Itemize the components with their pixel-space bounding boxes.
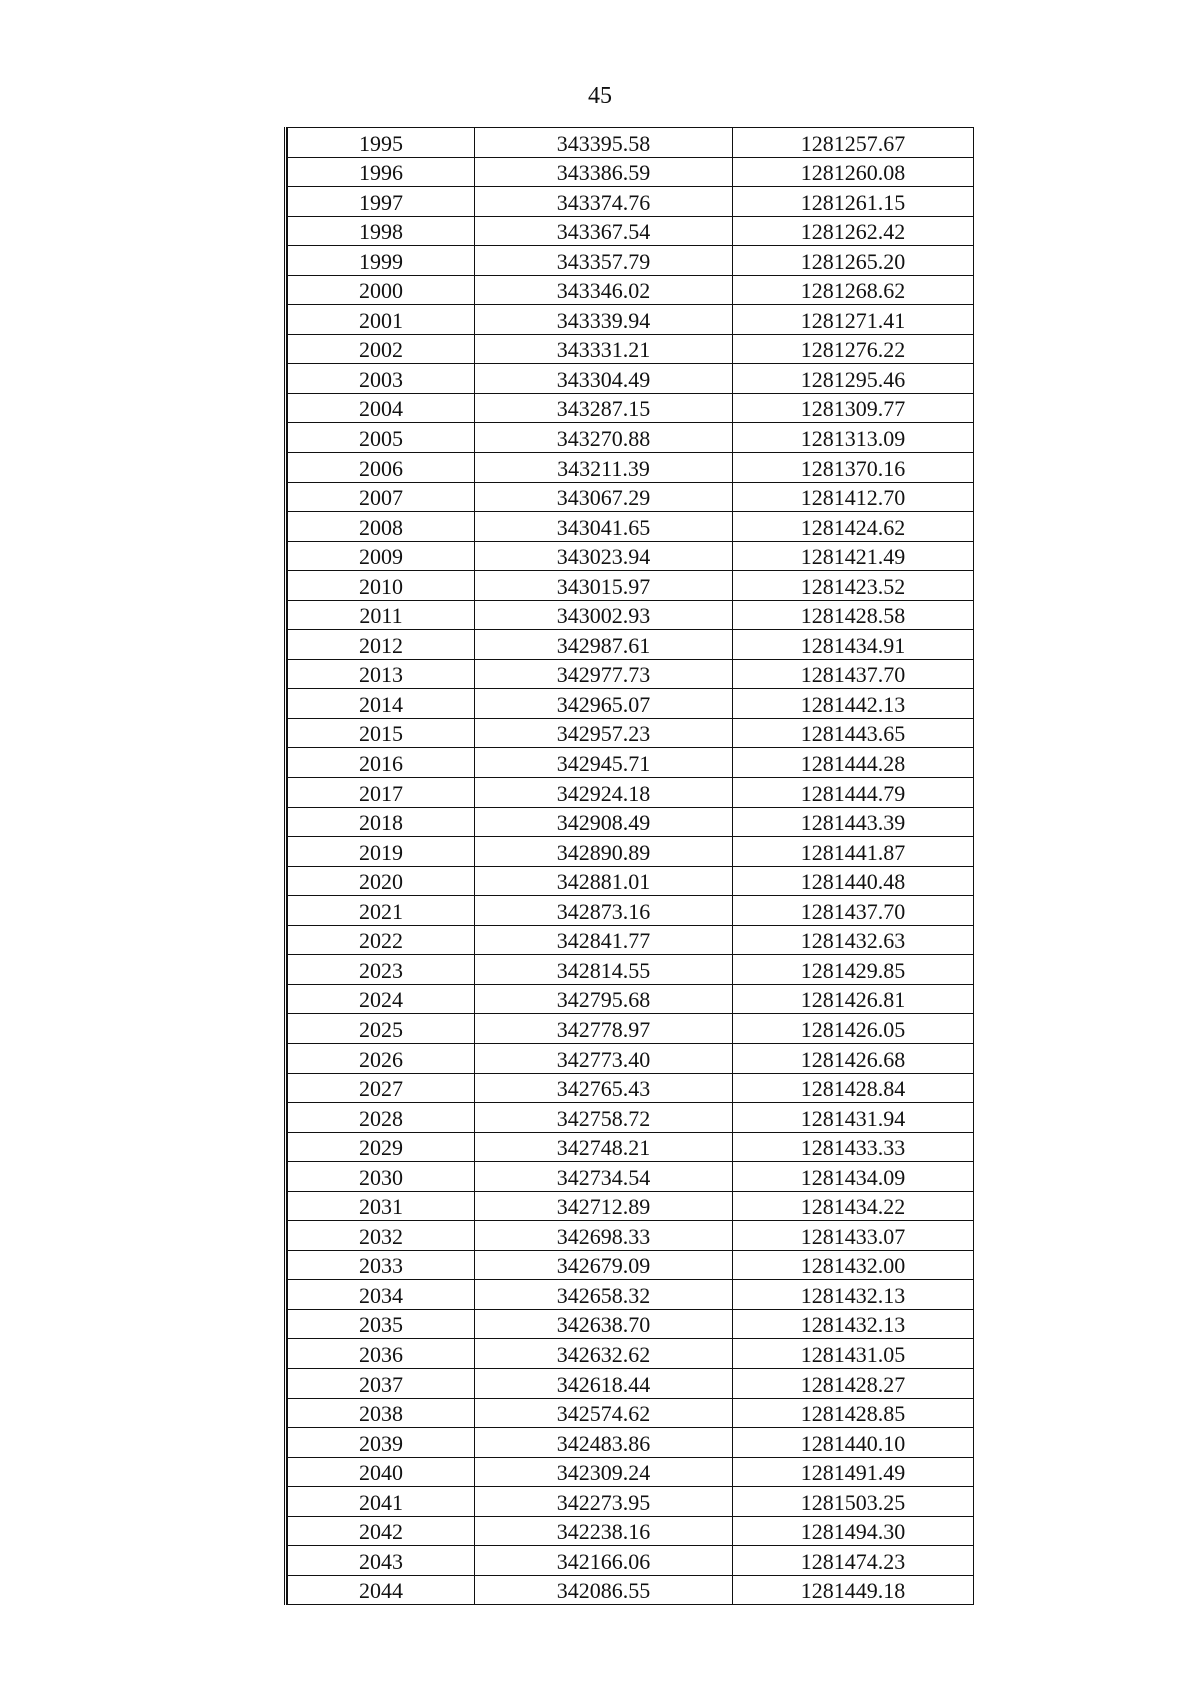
y-coordinate-cell: 1281440.10 <box>733 1428 974 1458</box>
year-cell: 2013 <box>288 659 475 689</box>
table-row <box>288 1191 974 1221</box>
year-cell: 2040 <box>288 1457 475 1487</box>
y-coordinate-cell: 1281442.13 <box>733 689 974 719</box>
y-coordinate-cell: 1281491.49 <box>733 1457 974 1487</box>
y-coordinate-cell: 1281260.08 <box>733 157 974 187</box>
year-cell: 2014 <box>288 689 475 719</box>
year-cell: 2021 <box>288 896 475 926</box>
y-coordinate-cell: 1281431.94 <box>733 1103 974 1133</box>
y-coordinate-cell: 1281276.22 <box>733 334 974 364</box>
year-cell: 2003 <box>288 364 475 394</box>
table-row <box>288 275 974 305</box>
table-row <box>288 1014 974 1044</box>
year-cell: 2002 <box>288 334 475 364</box>
x-coordinate-cell: 342881.01 <box>475 866 733 896</box>
y-coordinate-cell: 1281432.63 <box>733 925 974 955</box>
x-coordinate-cell: 342309.24 <box>475 1457 733 1487</box>
year-cell: 2034 <box>288 1280 475 1310</box>
coordinate-table <box>287 127 974 1605</box>
year-cell: 2031 <box>288 1191 475 1221</box>
x-coordinate-cell: 342924.18 <box>475 778 733 808</box>
table-row <box>288 216 974 246</box>
year-cell: 2010 <box>288 571 475 601</box>
year-cell: 2012 <box>288 630 475 660</box>
y-coordinate-cell: 1281428.58 <box>733 600 974 630</box>
year-cell: 2022 <box>288 925 475 955</box>
table-row <box>288 837 974 867</box>
x-coordinate-cell: 343346.02 <box>475 275 733 305</box>
year-cell: 2039 <box>288 1428 475 1458</box>
table-row <box>288 1487 974 1517</box>
year-cell: 2011 <box>288 600 475 630</box>
year-cell: 2025 <box>288 1014 475 1044</box>
year-cell: 2042 <box>288 1516 475 1546</box>
table-row <box>288 600 974 630</box>
year-cell: 2005 <box>288 423 475 453</box>
x-coordinate-cell: 343023.94 <box>475 541 733 571</box>
year-cell: 1995 <box>288 128 475 158</box>
table-row <box>288 393 974 423</box>
x-coordinate-cell: 342987.61 <box>475 630 733 660</box>
table-row <box>288 1339 974 1369</box>
x-coordinate-cell: 342965.07 <box>475 689 733 719</box>
y-coordinate-cell: 1281443.65 <box>733 718 974 748</box>
x-coordinate-cell: 343386.59 <box>475 157 733 187</box>
x-coordinate-cell: 342618.44 <box>475 1368 733 1398</box>
y-coordinate-cell: 1281426.05 <box>733 1014 974 1044</box>
table-row <box>288 866 974 896</box>
y-coordinate-cell: 1281434.22 <box>733 1191 974 1221</box>
y-coordinate-cell: 1281437.70 <box>733 659 974 689</box>
x-coordinate-cell: 342977.73 <box>475 659 733 689</box>
x-coordinate-cell: 342890.89 <box>475 837 733 867</box>
x-coordinate-cell: 342758.72 <box>475 1103 733 1133</box>
x-coordinate-cell: 342795.68 <box>475 984 733 1014</box>
x-coordinate-cell: 342734.54 <box>475 1162 733 1192</box>
coordinate-table-body <box>288 128 974 1605</box>
table-row <box>288 453 974 483</box>
x-coordinate-cell: 342238.16 <box>475 1516 733 1546</box>
table-row <box>288 1250 974 1280</box>
table-row <box>288 1280 974 1310</box>
x-coordinate-cell: 343067.29 <box>475 482 733 512</box>
year-cell: 2037 <box>288 1368 475 1398</box>
x-coordinate-cell: 342773.40 <box>475 1043 733 1073</box>
y-coordinate-cell: 1281444.28 <box>733 748 974 778</box>
y-coordinate-cell: 1281494.30 <box>733 1516 974 1546</box>
year-cell: 1996 <box>288 157 475 187</box>
year-cell: 2041 <box>288 1487 475 1517</box>
year-cell: 2024 <box>288 984 475 1014</box>
y-coordinate-cell: 1281421.49 <box>733 541 974 571</box>
year-cell: 2026 <box>288 1043 475 1073</box>
table-row <box>288 512 974 542</box>
table-row <box>288 1546 974 1576</box>
year-cell: 2027 <box>288 1073 475 1103</box>
table-row <box>288 1162 974 1192</box>
x-coordinate-cell: 342273.95 <box>475 1487 733 1517</box>
x-coordinate-cell: 343304.49 <box>475 364 733 394</box>
year-cell: 2035 <box>288 1309 475 1339</box>
x-coordinate-cell: 343270.88 <box>475 423 733 453</box>
y-coordinate-cell: 1281444.79 <box>733 778 974 808</box>
x-coordinate-cell: 343374.76 <box>475 187 733 217</box>
x-coordinate-cell: 342574.62 <box>475 1398 733 1428</box>
x-coordinate-cell: 342712.89 <box>475 1191 733 1221</box>
y-coordinate-cell: 1281428.84 <box>733 1073 974 1103</box>
x-coordinate-cell: 342638.70 <box>475 1309 733 1339</box>
table-row <box>288 689 974 719</box>
year-cell: 2044 <box>288 1575 475 1605</box>
y-coordinate-cell: 1281443.39 <box>733 807 974 837</box>
x-coordinate-cell: 343357.79 <box>475 246 733 276</box>
x-coordinate-cell: 342957.23 <box>475 718 733 748</box>
table-row <box>288 246 974 276</box>
x-coordinate-cell: 342166.06 <box>475 1546 733 1576</box>
year-cell: 2007 <box>288 482 475 512</box>
table-row <box>288 482 974 512</box>
y-coordinate-cell: 1281441.87 <box>733 837 974 867</box>
x-coordinate-cell: 343331.21 <box>475 334 733 364</box>
year-cell: 2009 <box>288 541 475 571</box>
table-row <box>288 1043 974 1073</box>
x-coordinate-cell: 342086.55 <box>475 1575 733 1605</box>
table-row <box>288 925 974 955</box>
year-cell: 2036 <box>288 1339 475 1369</box>
y-coordinate-cell: 1281271.41 <box>733 305 974 335</box>
y-coordinate-cell: 1281434.91 <box>733 630 974 660</box>
table-row <box>288 748 974 778</box>
table-row <box>288 807 974 837</box>
y-coordinate-cell: 1281432.13 <box>733 1280 974 1310</box>
y-coordinate-cell: 1281433.33 <box>733 1132 974 1162</box>
table-row <box>288 305 974 335</box>
y-coordinate-cell: 1281426.81 <box>733 984 974 1014</box>
table-row <box>288 364 974 394</box>
y-coordinate-cell: 1281449.18 <box>733 1575 974 1605</box>
year-cell: 1999 <box>288 246 475 276</box>
y-coordinate-cell: 1281309.77 <box>733 393 974 423</box>
table-row <box>288 423 974 453</box>
y-coordinate-cell: 1281268.62 <box>733 275 974 305</box>
table-row <box>288 955 974 985</box>
year-cell: 2000 <box>288 275 475 305</box>
table-row <box>288 541 974 571</box>
y-coordinate-cell: 1281437.70 <box>733 896 974 926</box>
year-cell: 2015 <box>288 718 475 748</box>
x-coordinate-cell: 342748.21 <box>475 1132 733 1162</box>
table-row <box>288 1368 974 1398</box>
table-row <box>288 1073 974 1103</box>
table-row <box>288 187 974 217</box>
y-coordinate-cell: 1281474.23 <box>733 1546 974 1576</box>
x-coordinate-cell: 342778.97 <box>475 1014 733 1044</box>
y-coordinate-cell: 1281412.70 <box>733 482 974 512</box>
year-cell: 2023 <box>288 955 475 985</box>
x-coordinate-cell: 342765.43 <box>475 1073 733 1103</box>
x-coordinate-cell: 342679.09 <box>475 1250 733 1280</box>
table-row <box>288 1309 974 1339</box>
table-row <box>288 778 974 808</box>
table-row <box>288 1575 974 1605</box>
x-coordinate-cell: 342814.55 <box>475 955 733 985</box>
table-row <box>288 157 974 187</box>
year-cell: 2033 <box>288 1250 475 1280</box>
x-coordinate-cell: 343395.58 <box>475 128 733 158</box>
x-coordinate-cell: 343339.94 <box>475 305 733 335</box>
year-cell: 2029 <box>288 1132 475 1162</box>
year-cell: 2032 <box>288 1221 475 1251</box>
x-coordinate-cell: 343367.54 <box>475 216 733 246</box>
y-coordinate-cell: 1281313.09 <box>733 423 974 453</box>
table-row <box>288 1516 974 1546</box>
y-coordinate-cell: 1281434.09 <box>733 1162 974 1192</box>
year-cell: 1998 <box>288 216 475 246</box>
y-coordinate-cell: 1281370.16 <box>733 453 974 483</box>
x-coordinate-cell: 343015.97 <box>475 571 733 601</box>
year-cell: 2019 <box>288 837 475 867</box>
y-coordinate-cell: 1281428.27 <box>733 1368 974 1398</box>
y-coordinate-cell: 1281428.85 <box>733 1398 974 1428</box>
year-cell: 2017 <box>288 778 475 808</box>
y-coordinate-cell: 1281431.05 <box>733 1339 974 1369</box>
table-row <box>288 896 974 926</box>
table-row <box>288 659 974 689</box>
x-coordinate-cell: 342945.71 <box>475 748 733 778</box>
year-cell: 2028 <box>288 1103 475 1133</box>
y-coordinate-cell: 1281261.15 <box>733 187 974 217</box>
x-coordinate-cell: 342873.16 <box>475 896 733 926</box>
year-cell: 2018 <box>288 807 475 837</box>
x-coordinate-cell: 342632.62 <box>475 1339 733 1369</box>
year-cell: 2030 <box>288 1162 475 1192</box>
table-row <box>288 718 974 748</box>
year-cell: 2020 <box>288 866 475 896</box>
year-cell: 2001 <box>288 305 475 335</box>
table-row <box>288 571 974 601</box>
y-coordinate-cell: 1281503.25 <box>733 1487 974 1517</box>
x-coordinate-cell: 342658.32 <box>475 1280 733 1310</box>
year-cell: 2006 <box>288 453 475 483</box>
x-coordinate-cell: 343211.39 <box>475 453 733 483</box>
y-coordinate-cell: 1281426.68 <box>733 1043 974 1073</box>
y-coordinate-cell: 1281432.00 <box>733 1250 974 1280</box>
table-row <box>288 1398 974 1428</box>
y-coordinate-cell: 1281295.46 <box>733 364 974 394</box>
year-cell: 2004 <box>288 393 475 423</box>
y-coordinate-cell: 1281433.07 <box>733 1221 974 1251</box>
year-cell: 2008 <box>288 512 475 542</box>
coordinate-table-wrapper <box>284 127 976 1605</box>
table-row <box>288 1103 974 1133</box>
table-row <box>288 334 974 364</box>
year-cell: 2043 <box>288 1546 475 1576</box>
table-row <box>288 1428 974 1458</box>
y-coordinate-cell: 1281423.52 <box>733 571 974 601</box>
table-row <box>288 1132 974 1162</box>
y-coordinate-cell: 1281424.62 <box>733 512 974 542</box>
x-coordinate-cell: 342841.77 <box>475 925 733 955</box>
x-coordinate-cell: 343287.15 <box>475 393 733 423</box>
x-coordinate-cell: 343041.65 <box>475 512 733 542</box>
y-coordinate-cell: 1281265.20 <box>733 246 974 276</box>
table-row <box>288 128 974 158</box>
year-cell: 1997 <box>288 187 475 217</box>
x-coordinate-cell: 342908.49 <box>475 807 733 837</box>
page-number: 45 <box>588 83 612 109</box>
year-cell: 2016 <box>288 748 475 778</box>
y-coordinate-cell: 1281257.67 <box>733 128 974 158</box>
year-cell: 2038 <box>288 1398 475 1428</box>
y-coordinate-cell: 1281429.85 <box>733 955 974 985</box>
y-coordinate-cell: 1281262.42 <box>733 216 974 246</box>
x-coordinate-cell: 342698.33 <box>475 1221 733 1251</box>
table-row <box>288 630 974 660</box>
y-coordinate-cell: 1281432.13 <box>733 1309 974 1339</box>
table-row <box>288 1457 974 1487</box>
table-row <box>288 984 974 1014</box>
x-coordinate-cell: 342483.86 <box>475 1428 733 1458</box>
table-row <box>288 1221 974 1251</box>
x-coordinate-cell: 343002.93 <box>475 600 733 630</box>
y-coordinate-cell: 1281440.48 <box>733 866 974 896</box>
